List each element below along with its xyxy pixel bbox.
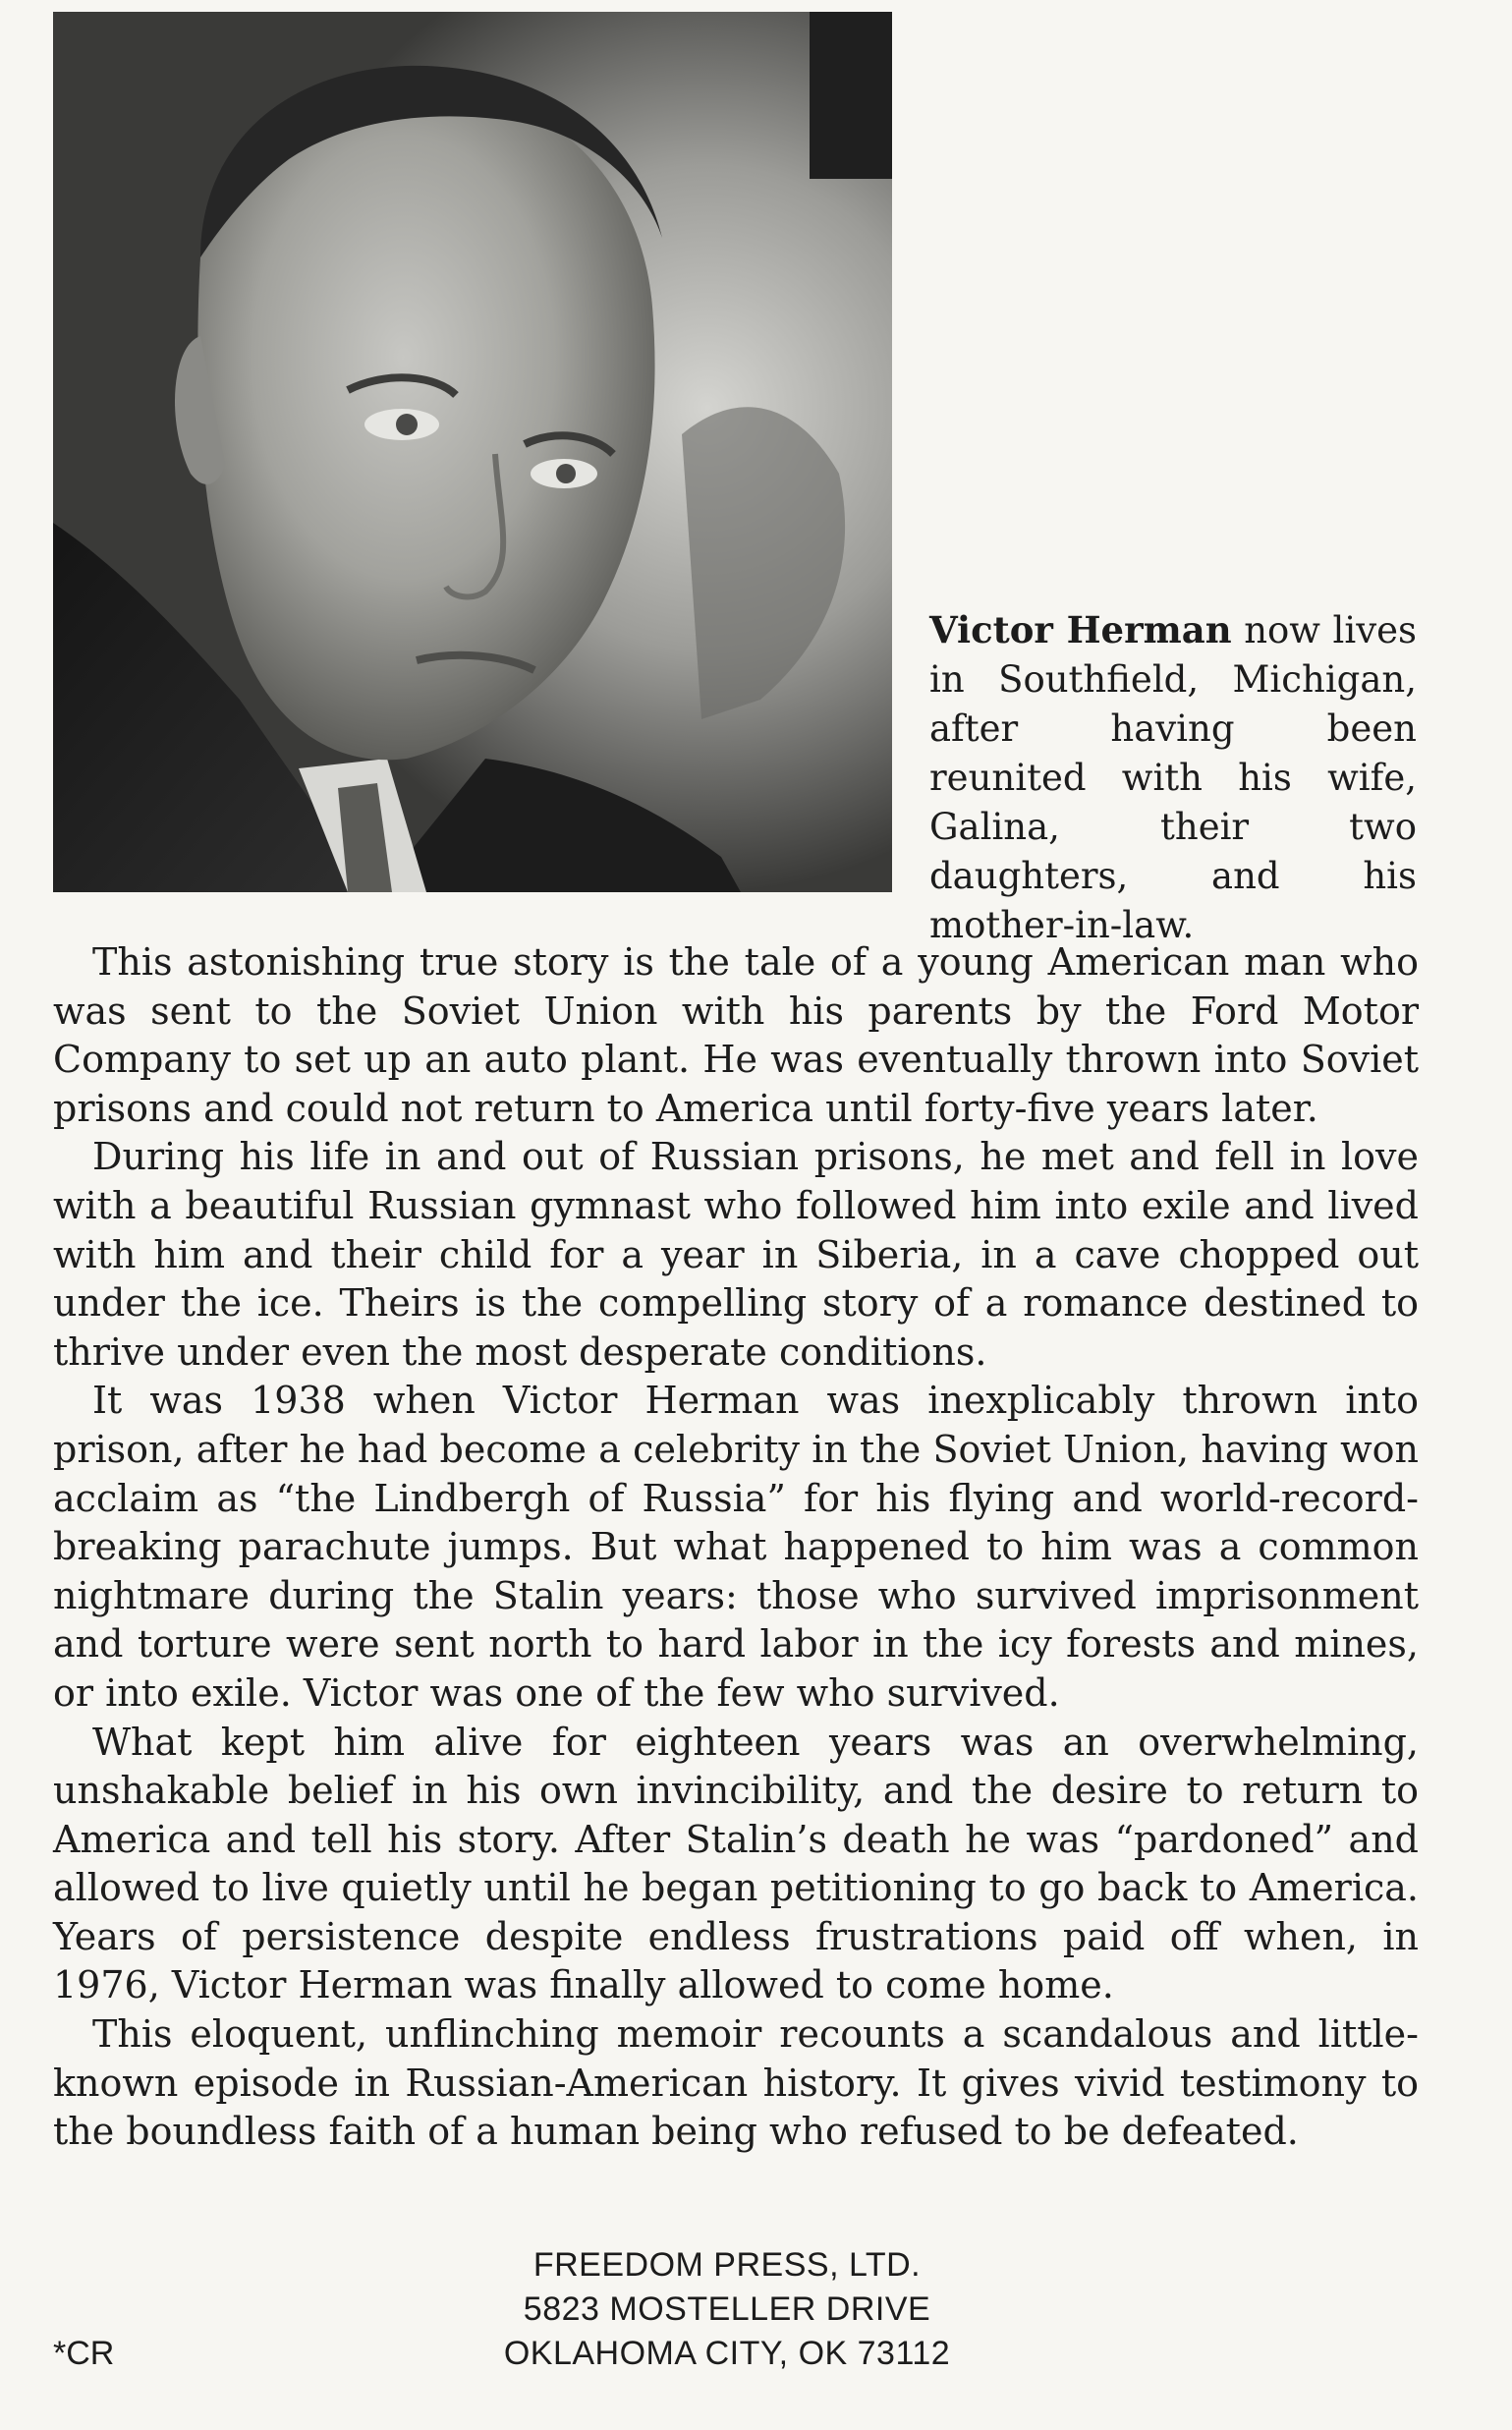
author-caption-text: now lives in Southfield, Michigan, after having been reunited with his wife, Galina, their two daughters, and his mother-in-law. <box>929 609 1417 946</box>
publisher-city: OKLAHOMA CITY, OK 73112 <box>503 2335 951 2372</box>
description-body <box>53 938 1419 2157</box>
publisher-street: 5823 MOSTELLER DRIVE <box>523 2290 931 2328</box>
author-photo <box>53 12 892 892</box>
author-caption <box>929 605 1417 950</box>
paragraph-1: This astonishing true story is the tale of a young American man who was sent to the Soviet Union with his parents by the Ford Motor Company to set up an auto plant. He was eventually thrown into Soviet prisons and could not return to America until forty-five years later. <box>53 940 1419 1130</box>
publisher-block <box>413 2243 1041 2376</box>
paragraph-5: This eloquent, unflinching memoir recounts a scandalous and little-known episode in Russian-American history. It gives vivid testimony to the boundless faith of a human being who refused to be defeated. <box>53 2012 1419 2154</box>
paragraph-2: During his life in and out of Russian prisons, he met and fell in love with a beautiful Russian gymnast who followed him into exile and lived with him and their child for a year in Siberia, in a cave chopped out under the ice. Theirs is the compelling story of a romance destined to thrive under even the most desperate conditions. <box>53 1135 1419 1374</box>
catalog-code: *CR <box>53 2335 115 2372</box>
author-portrait-image <box>53 12 892 892</box>
paragraph-3: It was 1938 when Victor Herman was inexplicably thrown into prison, after he had become a celebrity in the Soviet Union, having won acclaim as “the Lindbergh of Russia” for his flying and world-record-breaking parachute jumps. But what happened to him was a common nightmare during the Stalin years: those who survived imprisonment and torture were sent north to hard labor in the icy forests and mines, or into exile. Victor was one of the few who survived. <box>53 1379 1419 1715</box>
author-name: Victor Herman <box>929 608 1232 651</box>
paragraph-4: What kept him alive for eighteen years was an overwhelming, unshakable belief in his own invincibility, and the desire to return to America and tell his story. After Stalin’s death he was “pardoned” and allowed to live quietly until he began petitioning to go back to America. Years of persistence despite endless frustrations paid off when, in 1976, Victor Herman was finally allowed to come home. <box>53 1720 1419 2007</box>
publisher-name: FREEDOM PRESS, LTD. <box>532 2246 922 2284</box>
